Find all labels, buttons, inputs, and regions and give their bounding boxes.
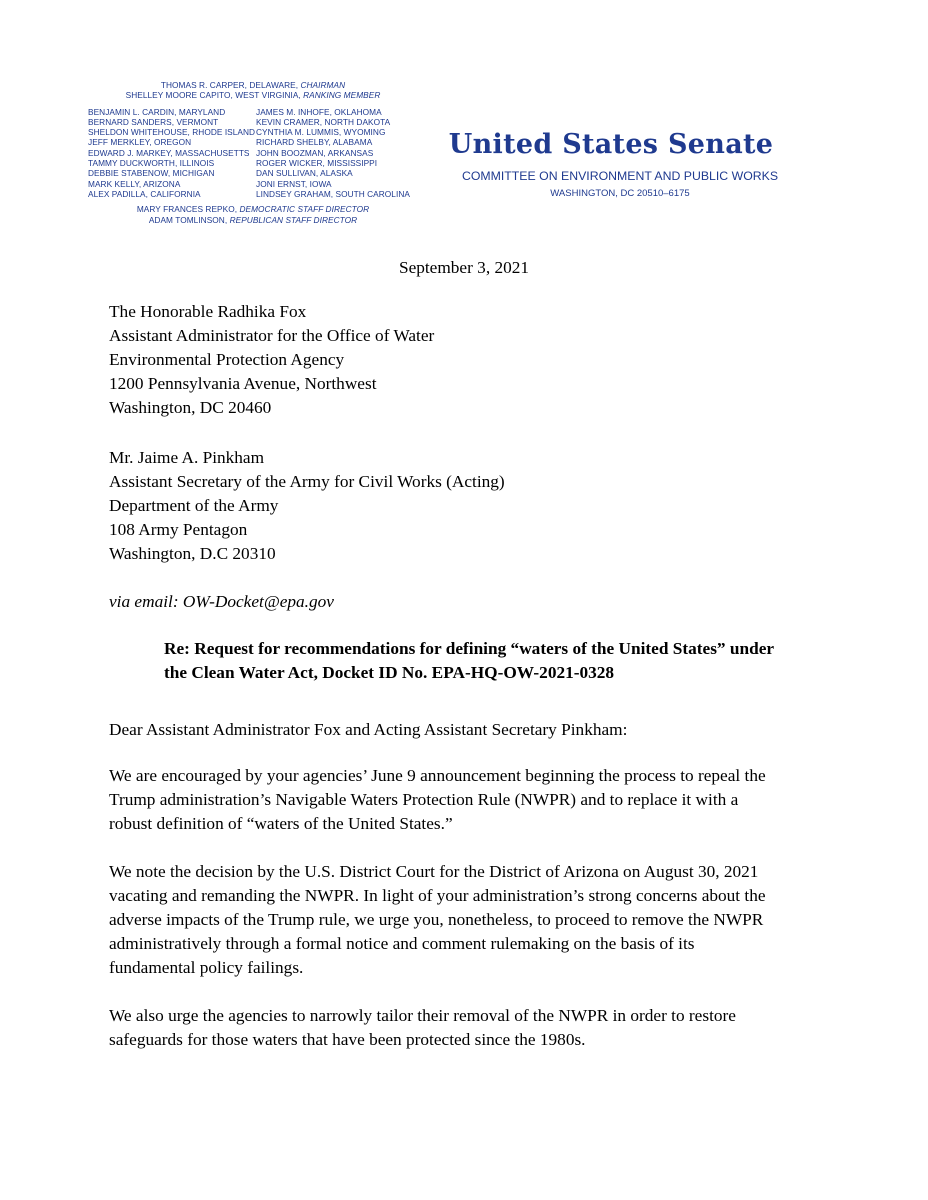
member-name: DAN SULLIVAN, ALASKA (256, 168, 353, 179)
address-line: Assistant Administrator for the Office of Water (109, 326, 435, 345)
rep-staff-name: ADAM TOMLINSON, (148, 214, 228, 225)
recipient-address-army (109, 446, 505, 566)
member-name: RICHARD SHELBY, ALABAMA (256, 137, 373, 148)
member-name: KEVIN CRAMER, NORTH DAKOTA (256, 116, 391, 127)
member-name: CYNTHIA M. LUMMIS, WYOMING (256, 127, 386, 138)
address-line: Mr. Jaime A. Pinkham (109, 448, 265, 467)
address-line: 108 Army Pentagon (109, 520, 248, 539)
address-line: Washington, D.C 20310 (109, 544, 276, 563)
member-name: MARK KELLY, ARIZONA (88, 178, 181, 189)
senate-masthead (440, 128, 810, 200)
dem-staff-role: DEMOCRATIC STAFF DIRECTOR (239, 204, 370, 215)
committee-roster (88, 80, 418, 225)
paragraph-1 (109, 764, 829, 836)
member-name: JONI ERNST, IOWA (256, 178, 332, 189)
paragraph-3 (109, 1004, 829, 1052)
rep-staff-line (88, 215, 418, 225)
ranking-member-role: RANKING MEMBER (303, 90, 381, 101)
paragraph-line: vacating and remanding the NWPR. In light of your administration’s strong concerns about the (109, 886, 766, 905)
chairman-name: THOMAS R. CARPER, DELAWARE, (160, 80, 299, 90)
member-name: DEBBIE STABENOW, MICHIGAN (88, 168, 215, 179)
paragraph-line: fundamental policy failings. (109, 958, 304, 977)
paragraph-line: We note the decision by the U.S. District Court for the District of Arizona on August 30, 2021 (109, 862, 759, 881)
member-name: LINDSEY GRAHAM, SOUTH CAROLINA (256, 188, 410, 199)
member-name: BENJAMIN L. CARDIN, MARYLAND (88, 106, 226, 117)
subject-text: the Clean Water Act, Docket ID No. EPA-HQ-OW-2021-0328 (164, 663, 615, 682)
dem-staff-name: MARY FRANCES REPKO, (136, 204, 238, 215)
recipient-address-epa (109, 300, 434, 420)
member-name: EDWARD J. MARKEY, MASSACHUSETTS (88, 147, 250, 158)
member-name: ALEX PADILLA, CALIFORNIA (88, 188, 201, 199)
senate-title: United States Senate (448, 129, 774, 160)
address-line: Department of the Army (109, 496, 279, 515)
ranking-member-name: SHELLEY MOORE CAPITO, WEST VIRGINIA, (125, 90, 301, 101)
member-name: TAMMY DUCKWORTH, ILLINOIS (88, 158, 215, 169)
paragraph-line: robust definition of “waters of the United States.” (109, 814, 453, 833)
member-name: BERNARD SANDERS, VERMONT (88, 116, 219, 127)
address-line: Environmental Protection Agency (109, 350, 345, 369)
address-line: Washington, DC 20460 (109, 398, 272, 417)
subject-text: Re: Request for recommendations for defining “waters of the United States” under (164, 639, 775, 658)
address-line: Assistant Secretary of the Army for Civil Works (Acting) (109, 472, 505, 491)
member-columns (88, 107, 418, 200)
chairman-role: CHAIRMAN (300, 80, 346, 90)
address-line: 1200 Pennsylvania Avenue, Northwest (109, 374, 377, 393)
dem-staff-line (88, 204, 418, 214)
majority-members (88, 107, 256, 200)
member-name: JEFF MERKLEY, OREGON (88, 137, 192, 148)
ranking-member-line (88, 90, 418, 100)
minority-members (256, 107, 418, 200)
member-name: SHELDON WHITEHOUSE, RHODE ISLAND (88, 127, 256, 138)
paragraph-line: administratively through a formal notice and comment rulemaking on the basis of its (109, 934, 695, 953)
paragraph-line: We also urge the agencies to narrowly tailor their removal of the NWPR in order to restore (109, 1006, 736, 1025)
subject-line (164, 637, 824, 685)
letter-date: September 3, 2021 (398, 258, 530, 277)
committee-name: COMMITTEE ON ENVIRONMENT AND PUBLIC WORKS (461, 169, 779, 183)
committee-address: WASHINGTON, DC 20510–6175 (550, 188, 690, 199)
salutation: Dear Assistant Administrator Fox and Acting Assistant Secretary Pinkham: (109, 720, 628, 739)
member-name: JAMES M. INHOFE, OKLAHOMA (256, 106, 382, 117)
paragraph-line: Trump administration’s Navigable Waters Protection Rule (NWPR) and to replace it with a (109, 790, 739, 809)
paragraph-line: safeguards for those waters that have been protected since the 1980s. (109, 1030, 586, 1049)
paragraph-2 (109, 860, 829, 980)
rep-staff-role: REPUBLICAN STAFF DIRECTOR (229, 214, 358, 225)
paragraph-line: We are encouraged by your agencies’ June 9 announcement beginning the process to repeal the (109, 766, 766, 785)
paragraph-line: adverse impacts of the Trump rule, we urge you, nonetheless, to proceed to remove the NWPR (109, 910, 764, 929)
member-name: JOHN BOOZMAN, ARKANSAS (256, 147, 374, 158)
staff-directors (88, 204, 418, 225)
committee-leaders (88, 80, 418, 101)
address-line: The Honorable Radhika Fox (109, 302, 307, 321)
member-name: ROGER WICKER, MISSISSIPPI (256, 158, 378, 169)
chairman-line (88, 80, 418, 90)
delivery-method: via email: OW-Docket@epa.gov (109, 592, 334, 611)
